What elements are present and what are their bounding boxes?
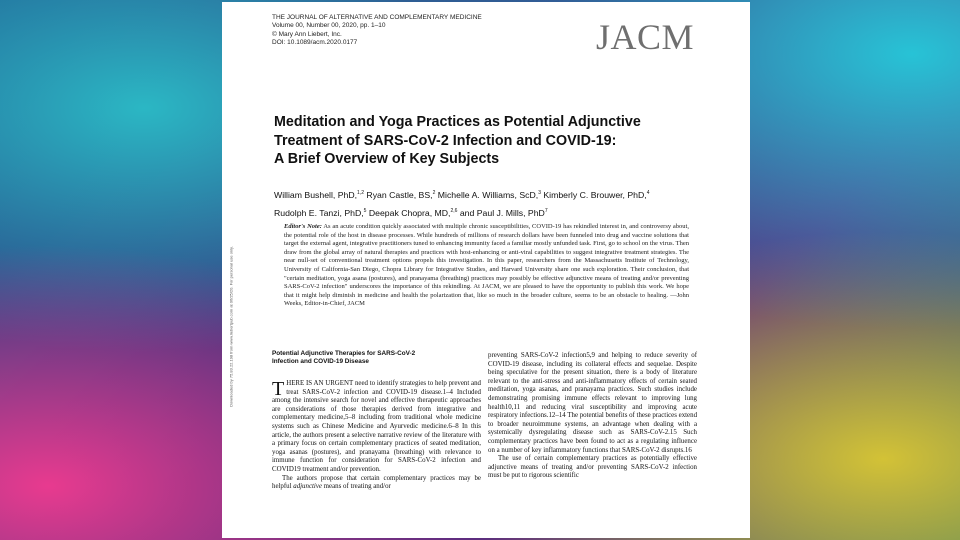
body-paragraph: THERE IS AN URGENT need to identify strategies to help prevent and treat SARS-CoV-2 infection and COVID-19 disease.1–4 Included among the intensive search for novel and effective therapeutic approaches are considerations of those therapies derived from integrative and complementary medicine,5–8 including from traditional whole medicine systems such as Chinese Medicine and Ayurvedic medicine.6–8 In this article, the authors present a selective narrative review of the literature with a primary focus on certain complementary practices of seated meditation, yoga asanas (postures), and pranayama (breathing) with relevance to immune function for consideration for SARS-CoV-2 infection and COVID19 treatment and/or prevention. <box>272 378 481 473</box>
section-heading: Potential Adjunctive Therapies for SARS-CoV-2 Infection and COVID-19 Disease <box>272 350 416 365</box>
journal-name: THE JOURNAL OF ALTERNATIVE AND COMPLEMENTARY MEDICINE <box>272 14 482 21</box>
author: Deepak Chopra, MD,$^{2,6}$ <box>366 207 458 218</box>
author: Ryan Castle, BS,$^2$ <box>364 189 436 200</box>
journal-copyright: © Mary Ann Liebert, Inc. <box>272 30 342 38</box>
body-paragraph: The authors propose that certain complementary practices may be helpful adjunctive means of treating and/or <box>272 474 481 491</box>
editors-note-text: As an acute condition quickly associated with multiple chronic susceptibilities, COVID-19 has rekindled interest in, and controversy about, the potential role of the host in disease processes. While hundreds of millions of research dollars have been funneled into drug and vaccine solutions that target the external agent, integrative practitioners tuned to enhancing immunity faced a familiar mostly unfunded task. First, go to school on the virus. Then draw from the global array of natural therapies and practices with host-enhancing or anti-viral capabilities to suggest integrative treatment strategies. The near null-set of conventional treatment options propels this investigation. In this paper, researchers from the Massachusetts Institute of Technology, University of California-San Diego, Chopra Library for Integrative Studies, and Harvard University share one such exploration. Their conclusion, that "certain meditation, yoga asana (postures), and pranayama (breathing) practices may possibly be effective adjunctive means of treating and/or preventing SARS-CoV-2 infection" underscores the importance of this rekindling. At JACM, we are pleased to have the opportunity to publish this work. We hope that it might help diminish in medicine and health the polarization that, like so much in the broader culture, seems to be an obstacle to healing. —John Weeks, Editor-in-Chief, JACM <box>284 223 689 308</box>
editors-note-label: Editor's Note: <box>284 223 322 230</box>
author: William Bushell, PhD,$^{1,2}$ <box>274 189 364 200</box>
journal-doi: DOI: 10.1089/acm.2020.0177 <box>272 38 358 46</box>
download-watermark <box>225 214 237 446</box>
title-line: A Brief Overview of Key Subjects <box>274 151 500 167</box>
article-title <box>274 113 704 169</box>
drop-cap: T <box>272 378 285 400</box>
journal-volume: Volume 00, Number 00, 2020, pp. 1–10 <box>272 22 386 30</box>
title-line: Treatment of SARS-CoV-2 Infection and COVID-19: <box>274 132 617 149</box>
author: Rudolph E. Tanzi, PhD,$^5$ <box>274 207 367 218</box>
title-line: Meditation and Yoga Practices as Potential Adjunctive <box>274 114 641 130</box>
body-column-left <box>272 350 481 492</box>
author: and Paul J. Mills, PhD$^7$ <box>457 207 548 218</box>
body-paragraph: The use of certain complementary practices as potentially effective adjunctive means of treating and/or preventing SARS-CoV-2 infection must be put to rigorous scientific <box>488 455 697 480</box>
author-list <box>274 185 714 221</box>
author: Kimberly C. Brouwer, PhD,$^4$ <box>540 189 650 200</box>
journal-page <box>222 2 750 538</box>
author: Michelle A. Williams, ScD,$^3$ <box>435 189 541 200</box>
journal-header <box>272 14 482 47</box>
body-paragraph: preventing SARS-CoV-2 infection5,9 and helping to reduce severity of COVID-19 disease, including its collateral effects and sequelae. Despite being speculative for the present situation, there is a body of literature relevant to the anti-stress and anti-inflammatory effects of certain seated meditation, yoga asanas, and pranayama practices. Such studies include demonstrating promising immune effects relevant to improving lung health10,11 and reducing viral susceptibility and improving acute respiratory infections.12–14 The potential benefits of these practices extend to broader neuroimmune systems, an advantage when dealing with a systemically dysregulating disease such as SARS-CoV-2.15 Such complementary practices have been found to act as a regulating influence on a number of key inflammatory functions that SARS-CoV-2 disrupts.16 <box>488 352 698 454</box>
body-column-right <box>488 352 697 481</box>
journal-logo: JACM <box>595 17 694 57</box>
editors-note <box>284 223 689 309</box>
download-watermark-text: Downloaded by 75.83.22.198 from www.liebertpub.com at 06/25/20. For personal use only. <box>228 246 234 407</box>
